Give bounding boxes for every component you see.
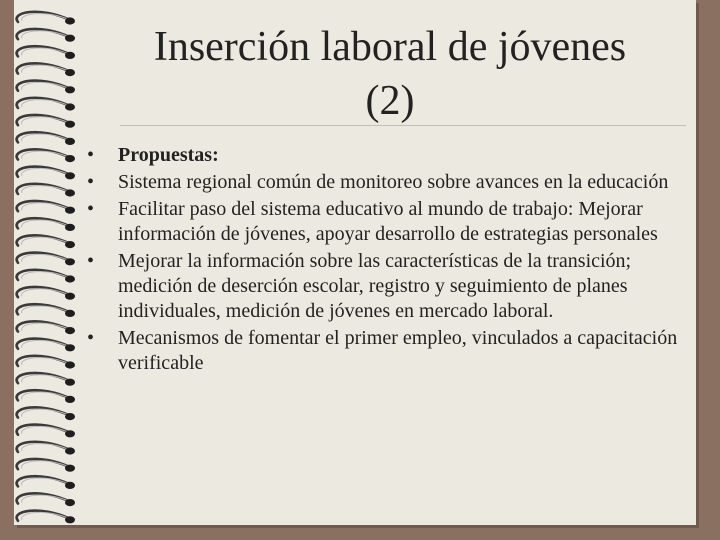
binding-ring: [17, 373, 75, 386]
bullet-text: Propuestas:: [118, 144, 219, 166]
binding-ring: [17, 390, 75, 403]
binding-ring: [17, 167, 75, 180]
binding-ring: [17, 356, 75, 369]
bullet-icon: •: [87, 198, 95, 220]
binding-ring: [17, 29, 75, 42]
binding-ring: [17, 407, 75, 420]
binding-ring: [17, 218, 75, 231]
binding-ring: [17, 115, 75, 128]
binding-ring: [17, 201, 75, 214]
binding-ring: [17, 442, 75, 455]
bullet-icon: •: [87, 327, 95, 349]
list-item: [87, 249, 707, 324]
binding-ring: [17, 425, 75, 438]
title-divider: [120, 125, 686, 126]
bullet-icon: •: [87, 171, 95, 193]
bullet-list: [87, 143, 707, 378]
binding-ring: [17, 235, 75, 248]
title-line-2: (2): [365, 78, 415, 124]
slide-title: [100, 20, 680, 128]
title-line-1: Inserción laboral de jóvenes: [153, 24, 627, 70]
binding-ring: [17, 12, 75, 25]
binding-ring: [17, 321, 75, 334]
bullet-icon: •: [87, 250, 95, 272]
binding-ring: [17, 132, 75, 145]
list-item: [87, 143, 707, 168]
bullet-text: Mejorar la información sobre las características de la transición; medición de deserción escolar, registro y seguimiento de planes individuales, medición de jóvenes en mercado laboral.: [118, 250, 632, 322]
binding-ring: [17, 339, 75, 352]
binding-ring: [17, 511, 75, 524]
binding-ring: [17, 459, 75, 472]
binding-ring: [17, 46, 75, 59]
binding-ring: [17, 63, 75, 76]
binding-ring: [17, 493, 75, 506]
bullet-text: Facilitar paso del sistema educativo al mundo de trabajo: Mejorar información de jóvenes, apoyar desarrollo de estrategias personales: [118, 198, 658, 245]
list-item: [87, 326, 707, 376]
binding-ring: [17, 184, 75, 197]
spiral-binding-icon: [0, 6, 90, 526]
binding-ring: [17, 287, 75, 300]
binding-ring: [17, 149, 75, 162]
bullet-text: Sistema regional común de monitoreo sobre avances en la educación: [118, 171, 669, 193]
binding-ring: [17, 304, 75, 317]
binding-ring: [17, 253, 75, 266]
binding-ring: [17, 81, 75, 94]
binding-ring: [17, 270, 75, 283]
list-item: [87, 197, 707, 247]
binding-ring: [17, 98, 75, 111]
bullet-text: Mecanismos de fomentar el primer empleo, vinculados a capacitación verificable: [118, 327, 678, 374]
bullet-icon: •: [87, 144, 95, 166]
list-item: [87, 170, 707, 195]
binding-ring: [17, 476, 75, 489]
